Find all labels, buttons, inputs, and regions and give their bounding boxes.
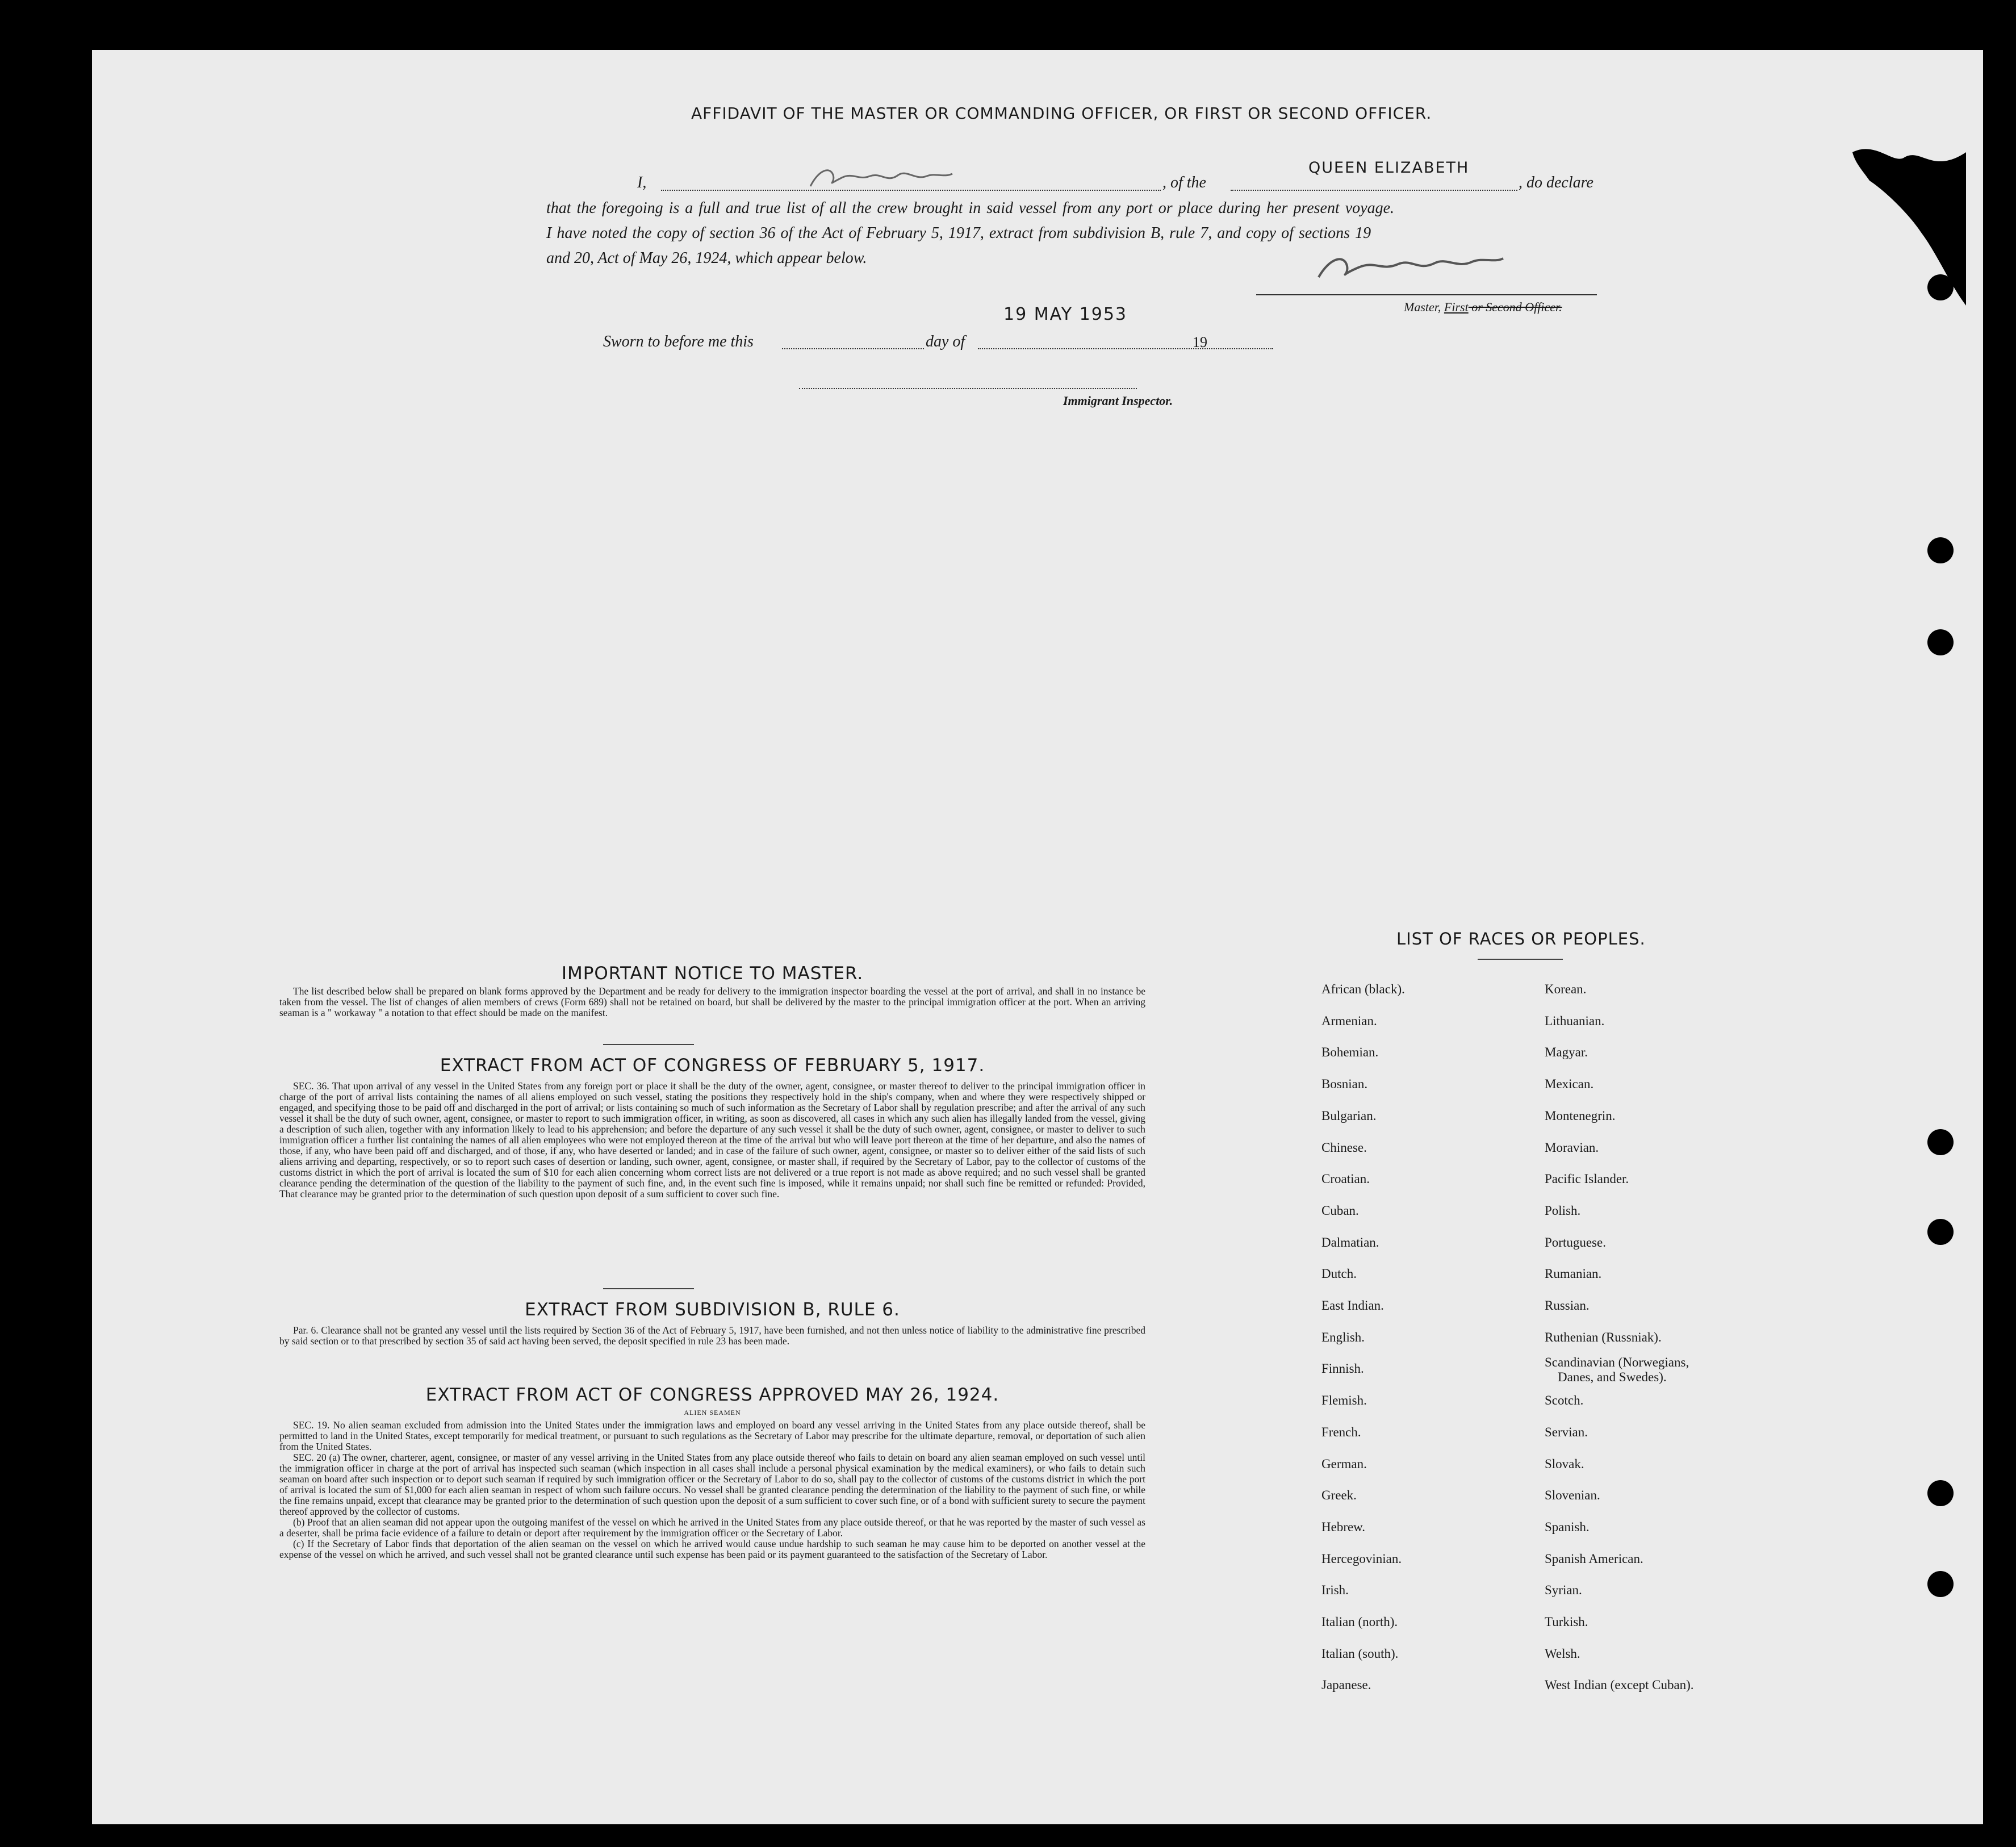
divider (1478, 959, 1563, 960)
punch-hole (1927, 1480, 1954, 1506)
race-item: Welsh. (1545, 1646, 1580, 1661)
race-item: Italian (south). (1321, 1646, 1399, 1661)
subdivision-b-title: EXTRACT FROM SUBDIVISION B, RULE 6. (525, 1299, 900, 1320)
sec-20a: SEC. 20 (a) The owner, charterer, agent, consignee, or master of any vessel arriving in the United States from any place outside thereof who fails to detain on board any alien seaman employed on such vessel until the immigration officer in charge at the port of arrival has inspected such seaman (which inspection in all cases shall include a personal physical examination by the medical examiners), or who fails to detain such seaman on board after such inspection or to deport such seaman if required by such immigration officer or the Secretary of Labor to do so, shall pay to the collector of customs of the customs district in which the port of arrival is located the sum of $1,000 for each alien seaman in respect of whom such failure occurs. No vessel shall be granted clearance pending the determination of the liability to the payment of such fine, or while the fine remains unpaid, except that clearance may be granted prior to the determination of such question upon the deposit of a sum sufficient to cover such fine, or of a bond with sufficient surety to secure the payment thereof approved by the collector of customs. (279, 1452, 1145, 1517)
master-signature-line (1256, 294, 1597, 295)
master-signature (1313, 246, 1506, 289)
race-item: Hebrew. (1321, 1519, 1366, 1534)
race-item: Spanish American. (1545, 1551, 1643, 1566)
race-item: German. (1321, 1456, 1367, 1471)
vessel-name: QUEEN ELIZABETH (1308, 159, 1470, 177)
race-item: Portuguese. (1545, 1235, 1606, 1250)
race-item: Lithuanian. (1545, 1013, 1605, 1028)
race-item: Bohemian. (1321, 1045, 1379, 1060)
race-item: Spanish. (1545, 1519, 1590, 1534)
divider (603, 1288, 694, 1289)
sec-20c: (c) If the Secretary of Labor finds that deportation of the alien seaman on the vessel on which he arrived would cause undue hardship to such seaman he may cause him to be deported on another vessel at the expense of the vessel on which he arrived, and such vessel shall not be granted clearance until such expense has been paid or its payment guaranteed to the satisfaction of the Secretary of Labor. (279, 1538, 1145, 1560)
race-item: Scandinavian (Norwegians, Danes, and Swedes). (1545, 1355, 1689, 1385)
race-item: East Indian. (1321, 1298, 1384, 1313)
date-stamp: 19 MAY 1953 (1003, 304, 1127, 324)
races-title: LIST OF RACES OR PEOPLES. (1396, 929, 1646, 948)
race-item: Dutch. (1321, 1267, 1357, 1281)
declarant-prefix: I, (637, 174, 647, 191)
inspector-signature-line (799, 388, 1137, 389)
race-item: Irish. (1321, 1583, 1349, 1598)
notice-text: The list described below shall be prepared on blank forms approved by the Department and be ready for delivery to the immigration inspector boarding the vessel at the port of arrival, and shall in no instance be taken from the vessel. The list of changes of alien members of crews (Form 689) shall not be retained on board, but shall be delivered by the master to the principal immigration officer at the port. When an arriving seaman is a " workaway " a notation to that effect should be made on the manifest. (279, 985, 1145, 1018)
race-item: Cuban. (1321, 1203, 1359, 1218)
sec-19: SEC. 19. No alien seaman excluded from admission into the United States under the immigration laws and employed on board any vessel arriving in the United States from any place outside thereof, shall be permitted to land in the United States, except temporarily for medical treatment, or pursuant to such regulations as the Secretary of Labor may prescribe for the ultimate departure, removal, or deportation of such alien from the United States. (279, 1419, 1145, 1452)
sec-20b: (b) Proof that an alien seaman did not appear upon the outgoing manifest of the vessel on which he arrived in the United States from any place outside thereof, or that he was reported by the master of such vessel as a deserter, shall be prima facie evidence of a failure to detain or deport after requirement by the immigration officer or the Secretary of Labor. (279, 1516, 1145, 1539)
races-left-column (1321, 973, 1405, 1701)
signature-caption: Master, First or Second Officer. (1404, 300, 1562, 314)
punch-hole (1927, 629, 1954, 655)
affidavit-body-line: that the foregoing is a full and true list of all the crew brought in said vessel from any port or place during her present voyage. (546, 199, 1395, 217)
race-item: Japanese. (1321, 1678, 1371, 1693)
sworn-day-line (782, 348, 924, 349)
form-page (92, 50, 1983, 1824)
day-of-label: day of (926, 333, 965, 350)
race-item: Armenian. (1321, 1013, 1377, 1028)
sworn-label: Sworn to before me this (603, 333, 754, 350)
race-item: Hercegovinian. (1321, 1551, 1402, 1566)
races-right-column (1545, 973, 1694, 1701)
race-item: Bulgarian. (1321, 1108, 1377, 1123)
race-item: Syrian. (1545, 1583, 1582, 1598)
extract-1917-title: EXTRACT FROM ACT OF CONGRESS OF FEBRUARY 5, 1917. (440, 1055, 985, 1076)
race-item: Mexican. (1545, 1077, 1594, 1092)
race-item: Bosnian. (1321, 1077, 1368, 1092)
affidavit-body-line: I have noted the copy of section 36 of the Act of February 5, 1917, extract from subdivision B, rule 7, and copy of sections 19 (546, 224, 1371, 242)
affidavit-body-line: and 20, Act of May 26, 1924, which appear below. (546, 249, 867, 267)
race-item: African (black). (1321, 982, 1405, 996)
race-item: Montenegrin. (1545, 1108, 1616, 1123)
divider (603, 1044, 694, 1045)
race-item: Slovak. (1545, 1456, 1584, 1471)
notice-title: IMPORTANT NOTICE TO MASTER. (561, 963, 864, 984)
sworn-month-line (978, 348, 1273, 349)
race-item: English. (1321, 1330, 1365, 1344)
race-item: Rumanian. (1545, 1267, 1602, 1281)
race-item: Magyar. (1545, 1045, 1588, 1060)
race-item: Moravian. (1545, 1140, 1599, 1155)
extract-1917-text: SEC. 36. That upon arrival of any vessel in the United States from any foreign port or place it shall be the duty of the owner, agent, consignee, or master thereof to deliver to the principal immigration officer in charge of the port of arrival lists containing the names of all aliens employed on such vessel, stating the positions they respectively hold in the ship's company, when and where they were respectively shipped or engaged, and specifying those to be paid off and discharged in the port of arrival; or lists containing so much of such information as the Secretary of Labor shall by regulation prescribe; and after the arrival of any such vessel it shall be the duty of such owner, agent, consignee, or master to report to such immigration officer, in writing, as soon as discovered, all cases in which any such alien has illegally landed from the vessel, giving a description of such alien, together with any information likely to lead to his apprehension; and before the departure of any such vessel it shall be the duty of such owner, agent, consignee, or master to deliver to such immigration officer a further list containing the names of all alien employees who were not employed thereon at the time of the arrival but who will leave port thereon at the time of her departure, and also the names of those, if any, who have been paid off and discharged, and of those, if any, who have deserted or landed; and in case of the failure of such owner, agent, consignee, or master so to deliver either of the said lists of such aliens arriving and departing, respectively, or so to report such cases of desertion or landing, such owner, agent, consignee, or master shall, if required by the Secretary of Labor, pay to the collector of customs of the customs district in which the port of arrival is located the sum of $10 for each alien concerning whom correct lists are not delivered or a true report is not made as above required; and no such vessel shall be granted clearance pending the determination of the question of the liability to the payment of such fine, and, in the event such fine is imposed, while it remains unpaid; nor shall such fine be remitted or refunded: Provided, That clearance may be granted prior to the determination of such question upon deposit of a sum sufficient to cover such fine. (279, 1080, 1145, 1200)
race-item: Flemish. (1321, 1393, 1367, 1408)
punch-hole (1927, 274, 1954, 300)
alien-seamen-subtitle: ALIEN SEAMEN (684, 1409, 741, 1416)
punch-hole (1927, 1571, 1954, 1597)
race-item: Ruthenian (Russniak). (1545, 1330, 1662, 1344)
race-item: West Indian (except Cuban). (1545, 1678, 1694, 1693)
race-item: Turkish. (1545, 1615, 1588, 1629)
vessel-line (1231, 190, 1517, 191)
race-item: French. (1321, 1424, 1361, 1439)
race-item: Servian. (1545, 1424, 1588, 1439)
race-item: Russian. (1545, 1298, 1590, 1313)
punch-hole (1927, 1219, 1954, 1245)
of-the-label: , of the (1162, 174, 1206, 191)
race-item: Polish. (1545, 1203, 1581, 1218)
race-item: Scotch. (1545, 1393, 1584, 1408)
race-item: Korean. (1545, 982, 1587, 996)
do-declare-label: , do declare (1519, 174, 1593, 191)
subdivision-b-text: Par. 6. Clearance shall not be granted any vessel until the lists required by Section 36 of the Act of February 5, 1917, have been furnished, and not then unless notice of liability to the administrative fine prescribed by said section or to that prescribed by section 35 of said act having been served, the deposit specified in rule 23 has been made. (279, 1324, 1145, 1347)
punch-hole (1927, 1129, 1954, 1155)
extract-1924-text (279, 1420, 1145, 1560)
race-item: Dalmatian. (1321, 1235, 1379, 1250)
race-item: Chinese. (1321, 1140, 1367, 1155)
race-item: Pacific Islander. (1545, 1172, 1629, 1186)
extract-1924-title: EXTRACT FROM ACT OF CONGRESS APPROVED MAY 26, 1924. (425, 1385, 999, 1405)
race-item: Finnish. (1321, 1361, 1364, 1376)
inspector-caption: Immigrant Inspector. (1063, 394, 1173, 408)
declarant-signature (808, 164, 955, 197)
race-item: Greek. (1321, 1488, 1357, 1503)
race-item: Slovenian. (1545, 1488, 1600, 1503)
affidavit-title: AFFIDAVIT OF THE MASTER OR COMMANDING OFFICER, OR FIRST OR SECOND OFFICER. (691, 104, 1432, 123)
sworn-year: 19 (1193, 334, 1207, 350)
race-item: Italian (north). (1321, 1615, 1398, 1629)
punch-hole (1927, 537, 1954, 563)
race-item: Croatian. (1321, 1172, 1370, 1186)
